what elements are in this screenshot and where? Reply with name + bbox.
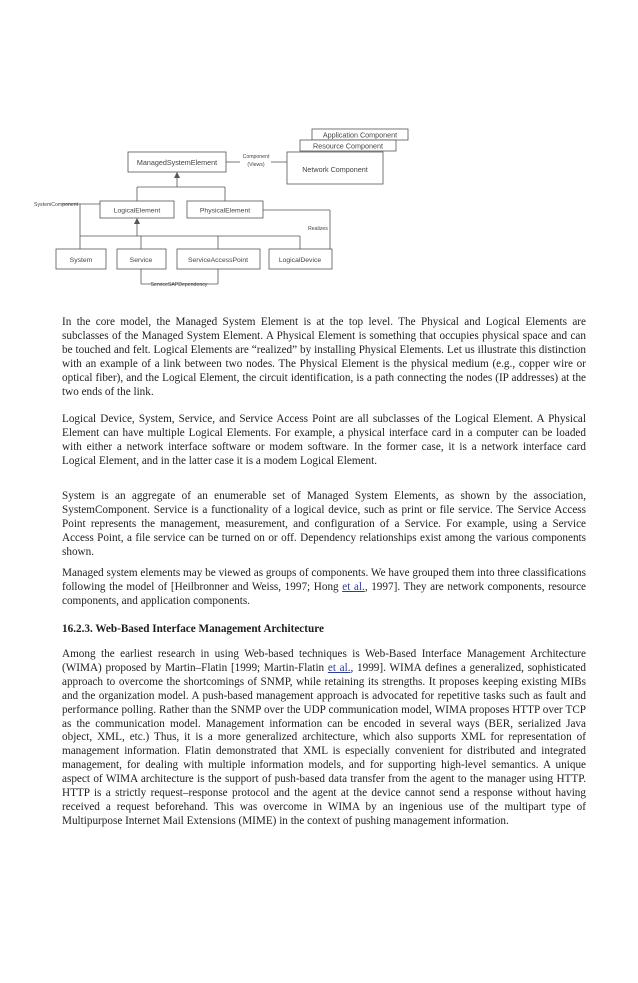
network-component-label: Network Component [302,165,368,174]
system-component-label: SystemComponent [34,202,79,208]
inheritance-arrow [174,172,180,178]
logical-device-label: LogicalDevice [278,257,322,264]
paragraph-core-model: In the core model, the Managed System Element is at the top level. The Physical and Logical Elements are subclasses of the Managed System Element. A Physical Element is something that occupies physical space and can be touched and felt. Logical Elements are “realized” by installing Physical Elements. Let us illustrate this distinction with an example of a link between two nodes. The Physical Element is the physical medium (e.g., copper wire or optical fiber), and the Logical Element, the circuit identification, is a path connecting the nodes (IP addresses) at the two ends of the link. [62,316,586,398]
realizes-label: Realizes [308,226,328,232]
citation-link[interactable]: et al. [342,580,365,593]
paragraph-logical-subclasses: Logical Device, System, Service, and Service Access Point are all subclasses of the Logical Element. A Physical Element can have multiple Logical Elements. For example, a physical interface card in a computer can be loaded with either a network interface software or modem software. In the former case, it is a network interface card Logical Element, and in the latter case it is a modem Logical Element. [62,413,586,467]
service-access-point-label: ServiceAccessPoint [187,257,249,264]
paragraph-text: Among the earliest research in using Web-based techniques is Web-Based Interface Management Architecture (WIMA) proposed by Martin–Flatin [1999; Martin-Flatin [62,648,586,674]
cim-core-model-diagram [0,0,638,330]
physical-element-label: PhysicalElement [199,207,251,215]
section-heading: 16.2.3. Web-Based Interface Management Architecture [62,623,324,635]
paragraph-component-groups [62,567,586,609]
system-label: System [69,257,93,264]
app-component-label: Application Component [322,130,398,140]
component-label-1: Component [242,154,270,160]
service-label: Service [129,257,153,264]
citation-link[interactable]: et al. [327,661,351,674]
paragraph-text: , 1999]. WIMA defines a generalized, sophisticated approach to overcome the shortcomings of SNMP, while retaining its strengths. It proposes keeping existing MIBs and the organization model. A push-based management approach is advocated for repetitive tasks such as fault and performance polling. Rather than the SNMP over the UDP communication model, WIMA proposes HTTP over TCP as the communication model. Management information can be encoded in several ways (BER, serialized Java object, XML, etc.) Thus, it is a more generalized architecture, which also supports XML for representation of management information. Flatin demonstrated that XML is especially convenient for distributed and integrated management, for dealing with multiple information models, and for supporting high-level semantics. A unique aspect of WIMA architecture is the support of push-based data transfer from the agent to the manager using HTTP. HTTP is a strictly request–response protocol and the agent at the device cannot send a response without having received a request beforehand. This was overcome in WIMA by an ingenious use of the multipart type of Multipurpose Internet Mail Extensions (MIME) in the context of pushing management information. [62,661,586,827]
service-sap-dependency-label: ServiceSAPDependency [150,282,208,288]
managed-system-element-label: ManagedSystemElement [136,158,218,167]
logical-element-label: LogicalElement [113,207,161,215]
inheritance-arrow-logical [134,218,140,224]
component-label-2: (Views) [247,162,265,168]
resource-component-label: Resource Component [313,141,383,151]
paragraph-text: Managed system elements may be viewed as groups of components. We have grouped them into three classifications following the model of [Heilbronner and Weiss, 1997; Hong [62,567,586,593]
paragraph-system-aggregate: System is an aggregate of an enumerable set of Managed System Elements, as shown by the association, SystemComponent. Service is a functionality of a logical device, such as print or file service. The Service Access Point represents the management, measurement, and configuration of a Service. For example, using a Service Access Point, a file service can be turned on or off. Dependency relationships exist among the various components shown. [62,490,586,558]
paragraph-text: , 1997]. They are network components, resource components, and application components. [62,580,587,607]
paragraph-wima [62,648,586,829]
